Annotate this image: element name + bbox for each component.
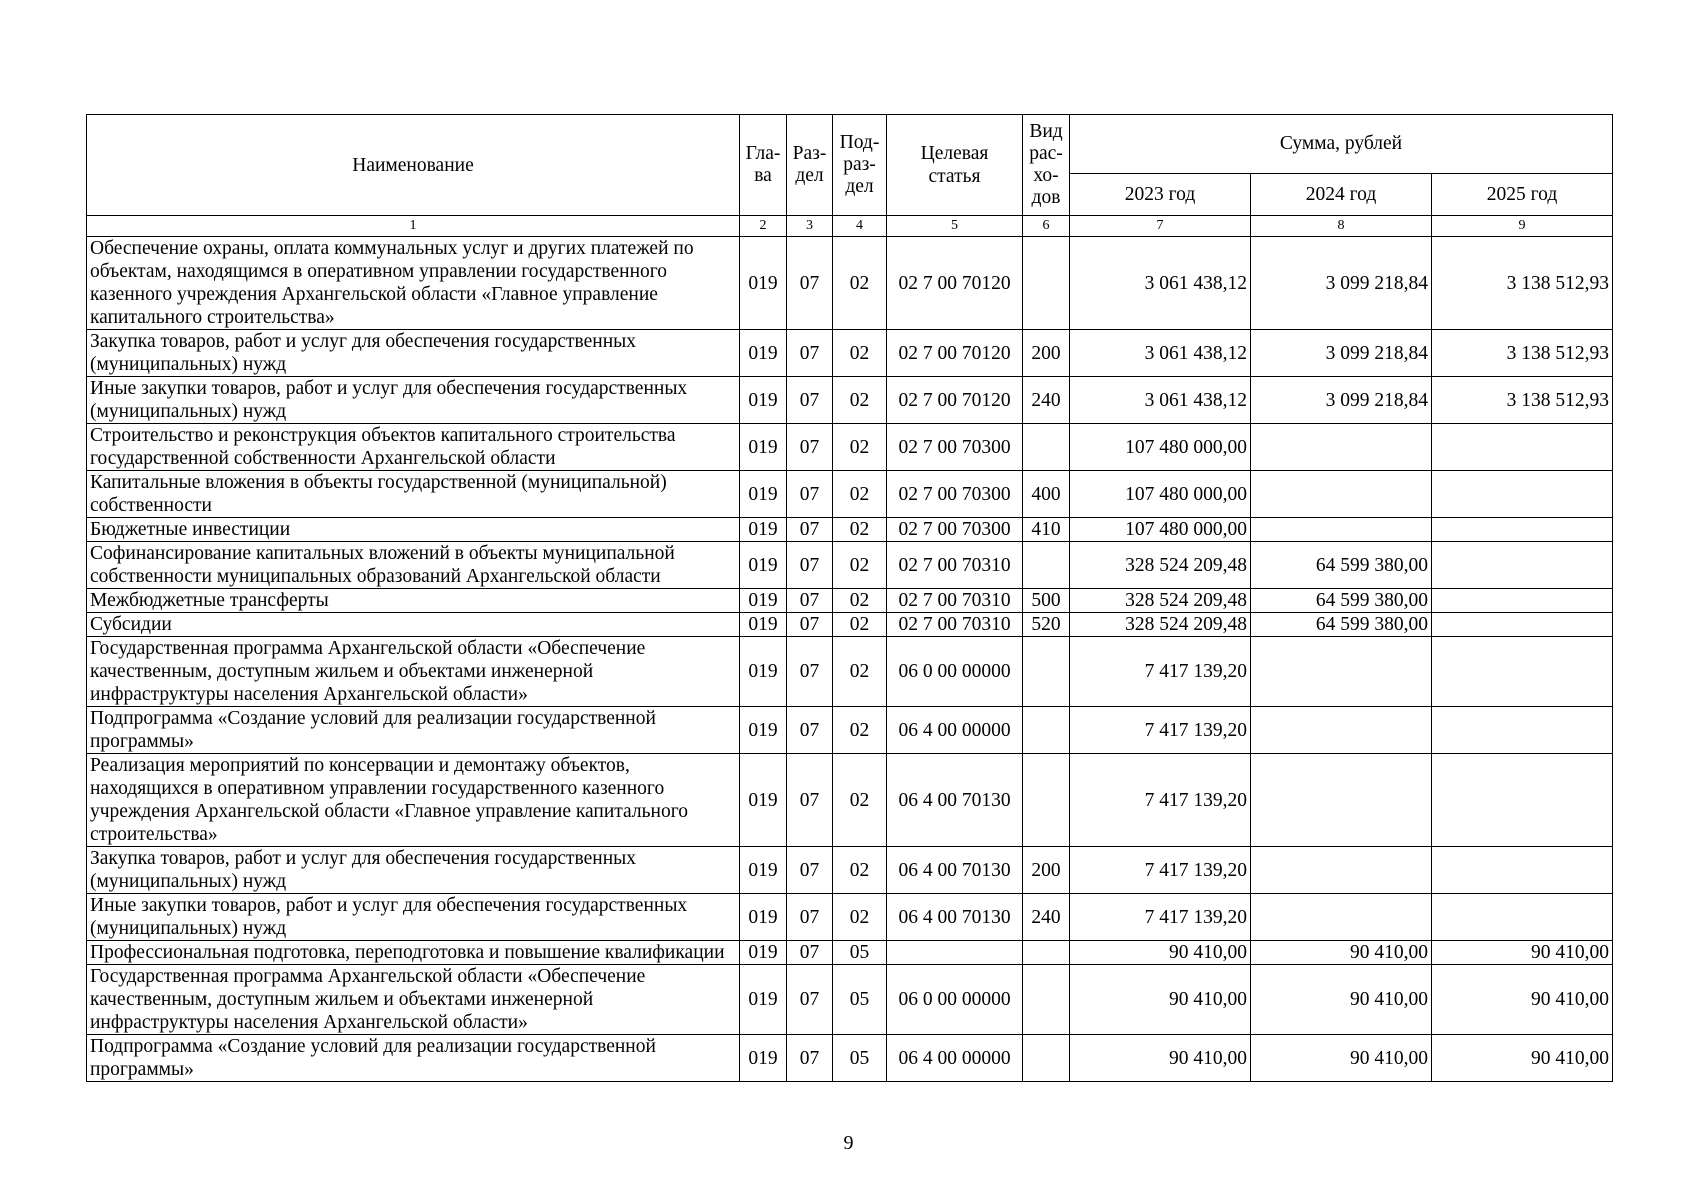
row-amount-2024-cell: 3 099 218,84 [1251,330,1432,377]
row-target-article-cell [887,941,1023,965]
row-subsection-cell: 02 [833,894,887,941]
row-target-article-cell: 06 0 00 00000 [887,637,1023,707]
row-expense-type-cell: 410 [1023,518,1070,542]
row-amount-2024-cell [1251,518,1432,542]
row-target-article-cell: 02 7 00 70300 [887,518,1023,542]
row-name-cell: Государственная программа Архангельской области «Обеспечение качественным, доступным жильем и объектами инженерной инфраструктуры населения Архангельской области» [87,637,740,707]
table-row [87,1035,1613,1082]
row-subsection-cell: 02 [833,330,887,377]
row-amount-2024-cell: 64 599 380,00 [1251,589,1432,613]
row-amount-2025-cell: 3 138 512,93 [1432,330,1613,377]
header-sum-group: Сумма, рублей [1070,115,1613,174]
row-chapter-cell: 019 [740,613,787,637]
table-row [87,471,1613,518]
row-subsection-cell: 02 [833,377,887,424]
row-target-article-cell: 02 7 00 70120 [887,377,1023,424]
row-amount-2025-cell [1432,707,1613,754]
row-chapter-cell: 019 [740,377,787,424]
row-chapter-cell: 019 [740,237,787,330]
row-chapter-cell: 019 [740,637,787,707]
row-amount-2025-cell: 3 138 512,93 [1432,377,1613,424]
row-amount-2024-cell [1251,637,1432,707]
row-amount-2025-cell [1432,589,1613,613]
row-section-cell: 07 [787,542,833,589]
row-subsection-cell: 02 [833,637,887,707]
row-chapter-cell: 019 [740,424,787,471]
row-chapter-cell: 019 [740,518,787,542]
row-name-cell: Капитальные вложения в объекты государственной (муниципальной) собственности [87,471,740,518]
table-row [87,589,1613,613]
column-number: 3 [787,216,833,237]
table-row [87,237,1613,330]
row-amount-2023-cell: 90 410,00 [1070,965,1251,1035]
row-name-cell: Межбюджетные трансферты [87,589,740,613]
row-amount-2023-cell: 90 410,00 [1070,941,1251,965]
row-section-cell: 07 [787,237,833,330]
column-number-row [87,216,1613,237]
row-amount-2023-cell: 3 061 438,12 [1070,330,1251,377]
row-amount-2024-cell: 3 099 218,84 [1251,237,1432,330]
row-expense-type-cell [1023,707,1070,754]
table-row [87,518,1613,542]
row-amount-2025-cell [1432,894,1613,941]
column-number: 6 [1023,216,1070,237]
row-chapter-cell: 019 [740,542,787,589]
row-subsection-cell: 02 [833,518,887,542]
row-expense-type-cell: 200 [1023,847,1070,894]
row-amount-2024-cell: 64 599 380,00 [1251,542,1432,589]
row-expense-type-cell: 240 [1023,377,1070,424]
row-name-cell: Подпрограмма «Создание условий для реализации государственной программы» [87,707,740,754]
row-subsection-cell: 02 [833,707,887,754]
row-amount-2023-cell: 7 417 139,20 [1070,637,1251,707]
table-row [87,754,1613,847]
row-target-article-cell: 06 0 00 00000 [887,965,1023,1035]
table-row [87,424,1613,471]
row-name-cell: Закупка товаров, работ и услуг для обеспечения государственных (муниципальных) нужд [87,847,740,894]
row-section-cell: 07 [787,894,833,941]
row-subsection-cell: 05 [833,965,887,1035]
row-chapter-cell: 019 [740,589,787,613]
row-amount-2024-cell [1251,424,1432,471]
row-name-cell: Бюджетные инвестиции [87,518,740,542]
table-row [87,707,1613,754]
row-subsection-cell: 02 [833,237,887,330]
table-row [87,542,1613,589]
row-name-cell: Подпрограмма «Создание условий для реализации государственной программы» [87,1035,740,1082]
row-subsection-cell: 02 [833,613,887,637]
row-amount-2023-cell: 90 410,00 [1070,1035,1251,1082]
row-chapter-cell: 019 [740,471,787,518]
row-expense-type-cell [1023,965,1070,1035]
row-subsection-cell: 02 [833,589,887,613]
row-section-cell: 07 [787,330,833,377]
row-expense-type-cell: 400 [1023,471,1070,518]
table-row [87,377,1613,424]
table-row [87,965,1613,1035]
row-chapter-cell: 019 [740,1035,787,1082]
row-amount-2025-cell [1432,542,1613,589]
row-amount-2024-cell: 3 099 218,84 [1251,377,1432,424]
header-section: Раз- дел [787,115,833,216]
table-row [87,941,1613,965]
row-expense-type-cell [1023,1035,1070,1082]
row-subsection-cell: 05 [833,1035,887,1082]
row-amount-2023-cell: 7 417 139,20 [1070,754,1251,847]
row-expense-type-cell: 200 [1023,330,1070,377]
row-name-cell: Строительство и реконструкция объектов капитального строительства государственной собственности Архангельской области [87,424,740,471]
row-expense-type-cell [1023,754,1070,847]
row-target-article-cell: 06 4 00 00000 [887,1035,1023,1082]
row-target-article-cell: 02 7 00 70310 [887,613,1023,637]
table-row [87,330,1613,377]
row-expense-type-cell: 500 [1023,589,1070,613]
row-chapter-cell: 019 [740,894,787,941]
row-amount-2023-cell: 107 480 000,00 [1070,471,1251,518]
header-expense-type: Вид рас- хо- дов [1023,115,1070,216]
row-amount-2023-cell: 7 417 139,20 [1070,707,1251,754]
header-name: Наименование [87,115,740,216]
row-amount-2024-cell: 90 410,00 [1251,965,1432,1035]
row-target-article-cell: 06 4 00 70130 [887,754,1023,847]
row-section-cell: 07 [787,589,833,613]
row-amount-2025-cell [1432,754,1613,847]
row-name-cell: Государственная программа Архангельской области «Обеспечение качественным, доступным жильем и объектами инженерной инфраструктуры населения Архангельской области» [87,965,740,1035]
row-section-cell: 07 [787,965,833,1035]
row-expense-type-cell [1023,637,1070,707]
row-subsection-cell: 02 [833,754,887,847]
row-amount-2024-cell: 90 410,00 [1251,941,1432,965]
row-expense-type-cell [1023,237,1070,330]
column-number: 2 [740,216,787,237]
row-subsection-cell: 02 [833,542,887,589]
table-row [87,637,1613,707]
row-target-article-cell: 02 7 00 70310 [887,589,1023,613]
row-section-cell: 07 [787,637,833,707]
row-amount-2025-cell [1432,424,1613,471]
row-target-article-cell: 06 4 00 70130 [887,847,1023,894]
row-subsection-cell: 02 [833,471,887,518]
row-subsection-cell: 02 [833,424,887,471]
row-section-cell: 07 [787,471,833,518]
row-amount-2023-cell: 107 480 000,00 [1070,518,1251,542]
row-target-article-cell: 02 7 00 70310 [887,542,1023,589]
row-amount-2024-cell: 64 599 380,00 [1251,613,1432,637]
row-name-cell: Реализация мероприятий по консервации и демонтажу объектов, находящихся в оперативном управлении государственного казенного учреждения Архангельской области «Главное управление капитального строительства» [87,754,740,847]
row-section-cell: 07 [787,847,833,894]
row-name-cell: Профессиональная подготовка, переподготовка и повышение квалификации [87,941,740,965]
row-amount-2025-cell [1432,613,1613,637]
row-expense-type-cell [1023,542,1070,589]
column-number: 8 [1251,216,1432,237]
budget-table [86,114,1613,1082]
row-amount-2025-cell [1432,637,1613,707]
row-target-article-cell: 02 7 00 70300 [887,471,1023,518]
row-amount-2023-cell: 107 480 000,00 [1070,424,1251,471]
row-amount-2023-cell: 3 061 438,12 [1070,237,1251,330]
row-section-cell: 07 [787,754,833,847]
row-amount-2025-cell: 3 138 512,93 [1432,237,1613,330]
row-amount-2024-cell [1251,707,1432,754]
row-amount-2023-cell: 7 417 139,20 [1070,894,1251,941]
row-amount-2023-cell: 328 524 209,48 [1070,542,1251,589]
row-chapter-cell: 019 [740,847,787,894]
row-amount-2025-cell: 90 410,00 [1432,965,1613,1035]
row-amount-2024-cell [1251,754,1432,847]
row-name-cell: Обеспечение охраны, оплата коммунальных услуг и других платежей по объектам, находящимся в оперативном управлении государственного казенного учреждения Архангельской области «Главное управление капитального строительства» [87,237,740,330]
row-name-cell: Закупка товаров, работ и услуг для обеспечения государственных (муниципальных) нужд [87,330,740,377]
table-row [87,894,1613,941]
row-target-article-cell: 02 7 00 70300 [887,424,1023,471]
row-target-article-cell: 02 7 00 70120 [887,330,1023,377]
row-name-cell: Софинансирование капитальных вложений в объекты муниципальной собственности муниципальных образований Архангельской области [87,542,740,589]
row-amount-2024-cell [1251,894,1432,941]
row-amount-2024-cell [1251,847,1432,894]
row-amount-2025-cell: 90 410,00 [1432,941,1613,965]
row-amount-2025-cell: 90 410,00 [1432,1035,1613,1082]
row-amount-2024-cell [1251,471,1432,518]
row-section-cell: 07 [787,518,833,542]
header-year-2024: 2024 год [1251,173,1432,215]
row-chapter-cell: 019 [740,707,787,754]
row-section-cell: 07 [787,1035,833,1082]
row-section-cell: 07 [787,613,833,637]
row-expense-type-cell [1023,941,1070,965]
table-row [87,847,1613,894]
header-chapter: Гла- ва [740,115,787,216]
row-expense-type-cell: 520 [1023,613,1070,637]
row-amount-2025-cell [1432,518,1613,542]
header-year-2023: 2023 год [1070,173,1251,215]
row-target-article-cell: 02 7 00 70120 [887,237,1023,330]
column-number: 1 [87,216,740,237]
row-name-cell: Иные закупки товаров, работ и услуг для обеспечения государственных (муниципальных) нужд [87,377,740,424]
table-body [87,216,1613,1082]
column-number: 4 [833,216,887,237]
row-target-article-cell: 06 4 00 00000 [887,707,1023,754]
row-amount-2025-cell [1432,471,1613,518]
row-chapter-cell: 019 [740,330,787,377]
row-amount-2025-cell [1432,847,1613,894]
row-subsection-cell: 02 [833,847,887,894]
row-section-cell: 07 [787,424,833,471]
row-target-article-cell: 06 4 00 70130 [887,894,1023,941]
row-expense-type-cell [1023,424,1070,471]
row-amount-2023-cell: 7 417 139,20 [1070,847,1251,894]
header-subsection: Под- раз- дел [833,115,887,216]
column-number: 5 [887,216,1023,237]
column-number: 9 [1432,216,1613,237]
row-section-cell: 07 [787,941,833,965]
row-expense-type-cell: 240 [1023,894,1070,941]
column-number: 7 [1070,216,1251,237]
row-amount-2023-cell: 328 524 209,48 [1070,589,1251,613]
header-year-2025: 2025 год [1432,173,1613,215]
row-amount-2024-cell: 90 410,00 [1251,1035,1432,1082]
table-row [87,613,1613,637]
row-chapter-cell: 019 [740,754,787,847]
row-subsection-cell: 05 [833,941,887,965]
row-amount-2023-cell: 3 061 438,12 [1070,377,1251,424]
row-chapter-cell: 019 [740,965,787,1035]
row-name-cell: Субсидии [87,613,740,637]
row-section-cell: 07 [787,377,833,424]
page-number: 9 [843,1132,854,1154]
row-section-cell: 07 [787,707,833,754]
row-name-cell: Иные закупки товаров, работ и услуг для обеспечения государственных (муниципальных) нужд [87,894,740,941]
row-amount-2023-cell: 328 524 209,48 [1070,613,1251,637]
header-target-article: Целевая статья [887,115,1023,216]
row-chapter-cell: 019 [740,941,787,965]
